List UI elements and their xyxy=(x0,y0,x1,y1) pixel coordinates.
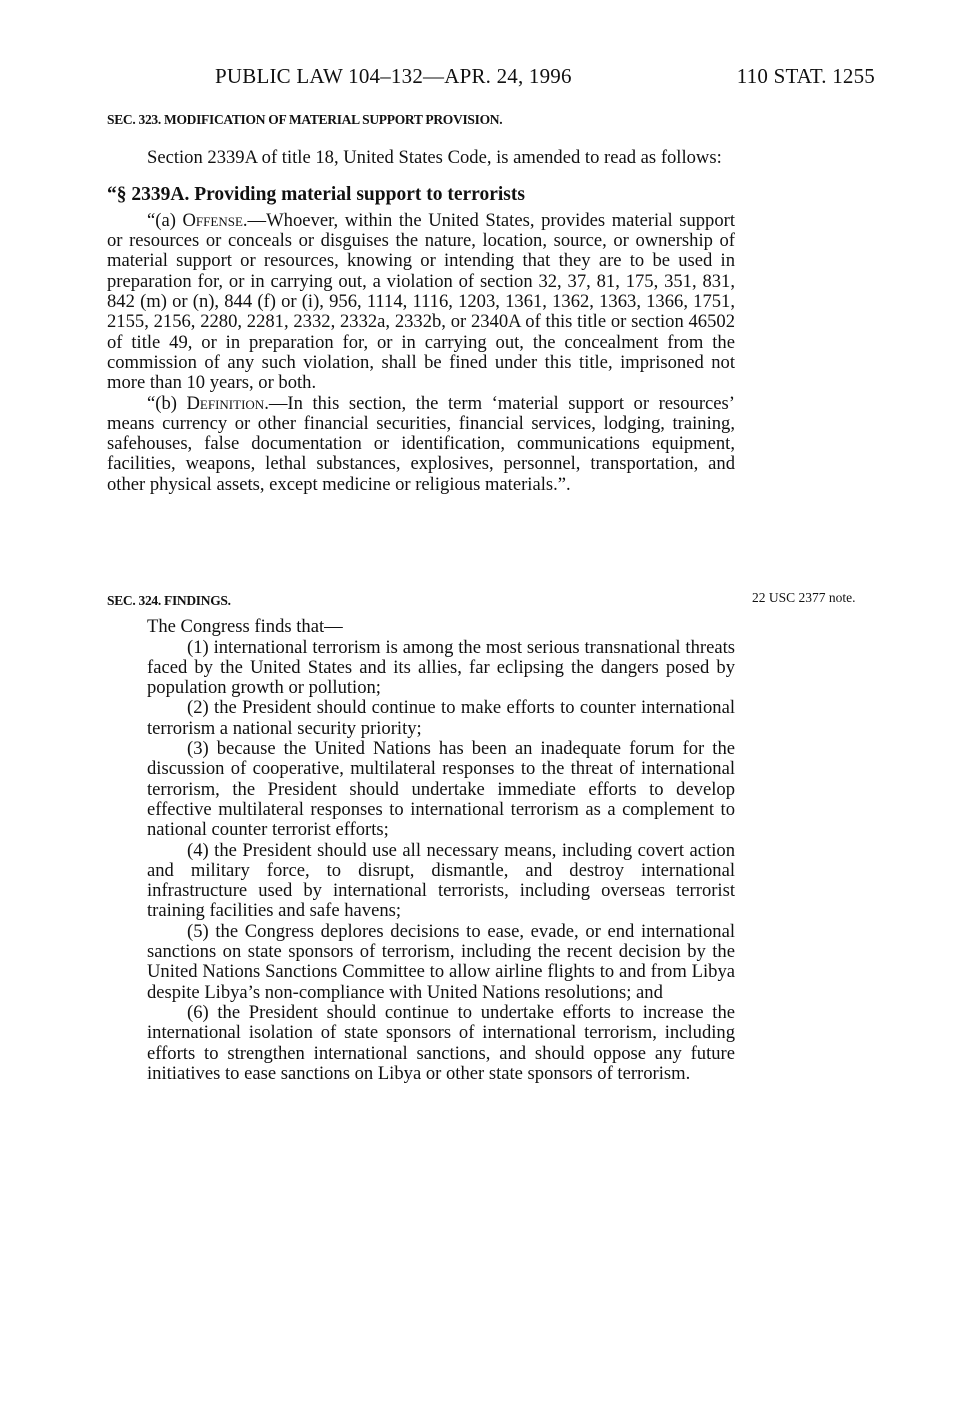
margin-note: 22 USC 2377 note. xyxy=(752,590,856,605)
running-head: PUBLIC LAW 104–132—APR. 24, 1996 xyxy=(215,64,572,88)
findings-list xyxy=(107,638,735,1085)
finding-item: (4) the President should use all necessary means, including covert action and military force, to disrupt, dismantle, and destroy international infrastructure used by international terrorists, including overseas terrorist training facilities and safe havens; xyxy=(147,839,735,922)
section-323-intro: Section 2339A of title 18, United States Code, is amended to read as follows: xyxy=(147,147,722,169)
subsection-a xyxy=(107,211,735,394)
subsection-a-caption: Offense xyxy=(182,209,243,231)
subsection-a-label: “(a) xyxy=(147,209,183,231)
subsection-b xyxy=(107,394,735,495)
subsection-b-caption: Definition xyxy=(186,392,265,414)
section-324-heading: SEC. 324. FINDINGS. xyxy=(107,593,231,608)
findings-intro: The Congress finds that— xyxy=(147,616,343,638)
finding-item: (6) the President should continue to undertake efforts to increase the international isolation of state sponsors of international terrorism, including efforts to strengthen international sanctions, and should oppose any future initiatives to ease sanctions on Libya or other state sponsors of terrorism. xyxy=(147,1001,735,1084)
subsection-b-label: “(b) xyxy=(147,392,187,414)
section-323-heading: SEC. 323. MODIFICATION OF MATERIAL SUPPORT PROVISION. xyxy=(107,112,503,127)
section-323 xyxy=(107,110,735,495)
finding-item: (1) international terrorism is among the most serious transnational threats faced by the United States and its allies, far eclipsing the dangers posed by population growth or pollution; xyxy=(147,636,735,699)
section-2339a-title: “§ 2339A. Providing material support to terrorists xyxy=(107,183,525,205)
subsection-b-text: .—In this section, the term ‘material support or resources’ means currency or other financial securities, financial services, lodging, training, safehouses, false documentation or identification, communications equipment, facilities, weapons, lethal substances, explosives, personnel, transportation, and other physical assets, except medicine or religious materials.”. xyxy=(107,392,735,495)
finding-item: (5) the Congress deplores decisions to ease, evade, or end international sanctions on state sponsors of terrorism, including the recent decision by the United Nations Sanctions Committee to allow airline flights to and from Libya despite Libya’s non-compliance with United Nations resolutions; and xyxy=(147,920,735,1003)
finding-item: (3) because the United Nations has been an inadequate forum for the discussion of cooperative, multilateral responses to the threat of international terrorism, the President should undertake immediate efforts to develop effective multilateral responses to international terrorism as a complement to national counter terrorist efforts; xyxy=(147,738,735,841)
finding-item: (2) the President should continue to make efforts to counter international terrorism a national security priority; xyxy=(147,697,735,739)
section-324 xyxy=(107,591,735,1084)
subsection-a-text: .—Whoever, within the United States, provides material support or resources or conceals or disguises the nature, location, source, or ownership of material support or resources, knowing or intending that they are to be used in preparation for, or in carrying out, a violation of section 32, 37, 81, 175, 351, 831, 842 (m) or (n), 844 (f) or (i), 956, 1114, 1116, 1203, 1361, 1362, 1363, 1366, 1751, 2155, 2156, 2280, 2281, 2332, 2332a, 2332b, or 2340A of this title or section 46502 of title 49, or in preparation for, or in carrying out, the concealment from the commission of any such violation, shall be fined under this title, imprisoned not more than 10 years, or both. xyxy=(107,209,736,394)
page-reference: 110 STAT. 1255 xyxy=(736,64,875,88)
